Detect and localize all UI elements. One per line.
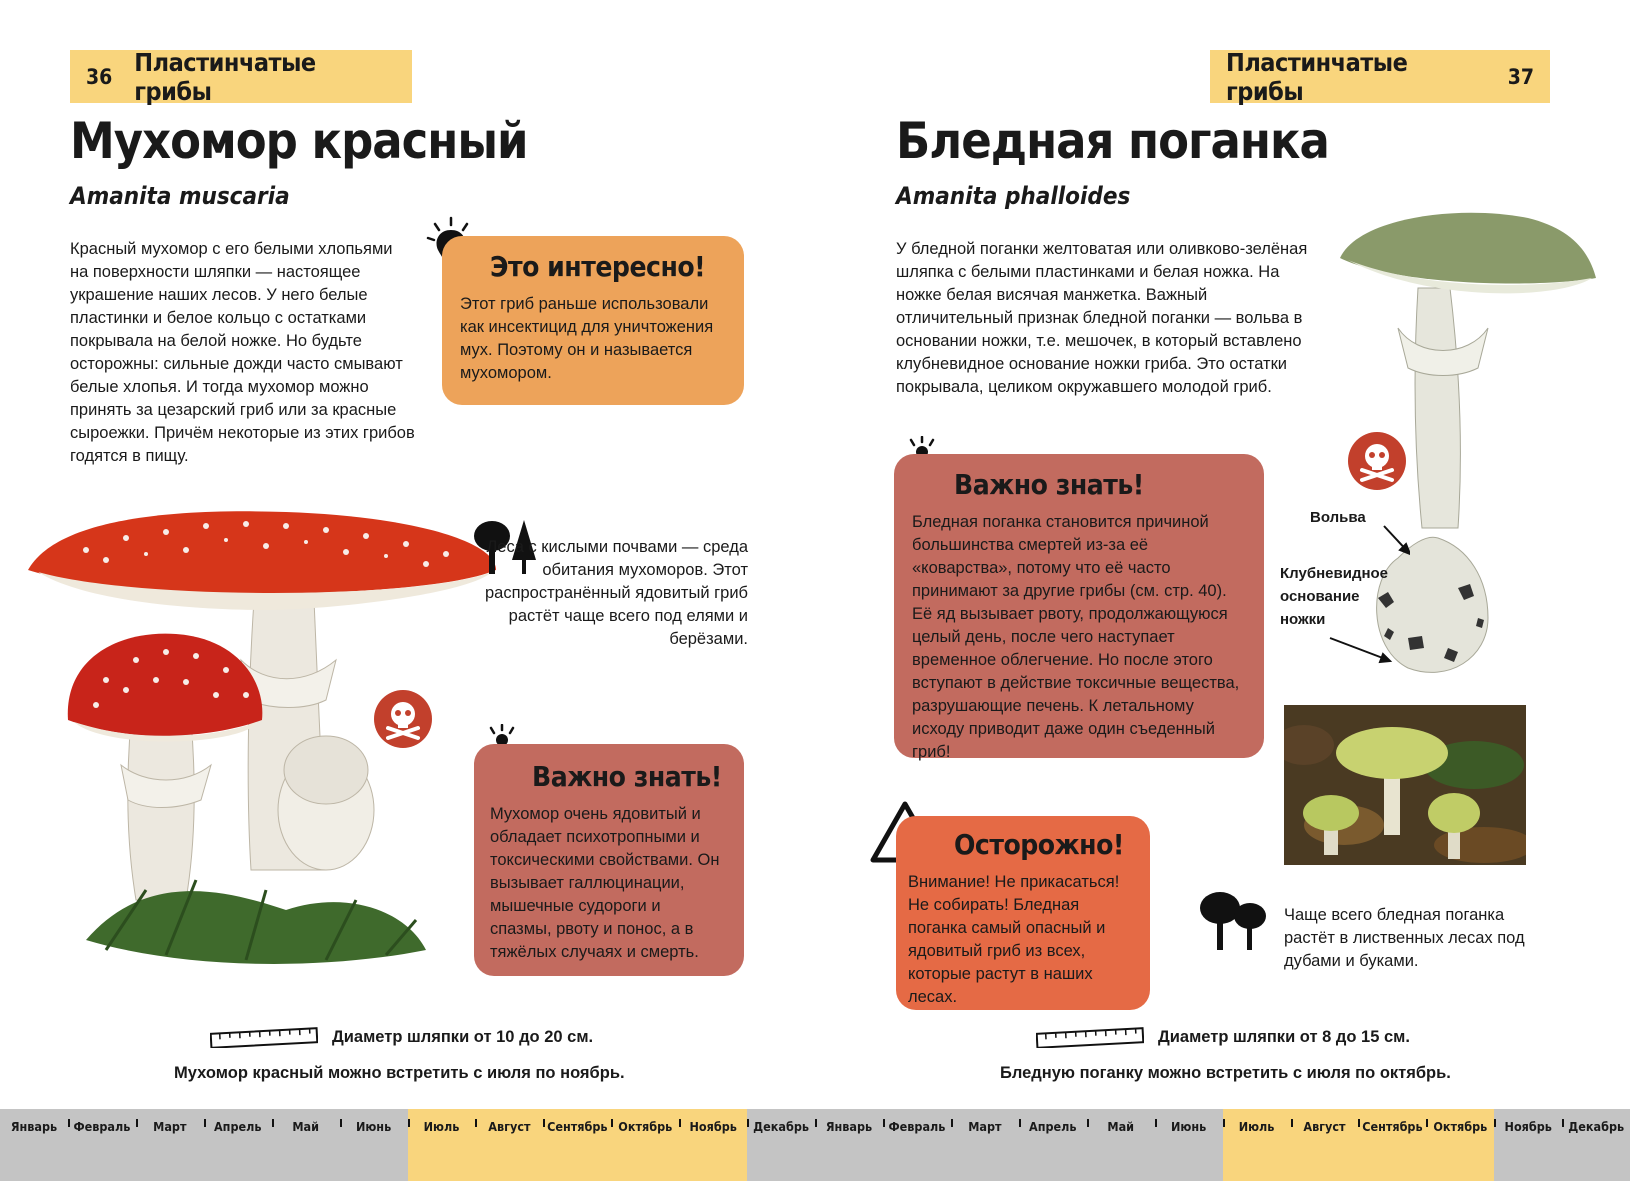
left-important-box [474,744,744,976]
caution-box [896,816,1150,1010]
month-right-1: Январь [815,1109,883,1181]
right-important-title: Важно знать! [954,468,1144,501]
left-title: Мухомор красный [70,112,528,170]
fly-agaric-illustration [26,510,506,980]
month-right-9: Сентябрь [1358,1109,1426,1181]
caution-title: Осторожно! [954,828,1124,861]
ruler-icon [210,1026,318,1048]
caution-text: Внимание! Не прикасаться! Не собирать! Бледная поганка самый опасный и ядовитый гриб из всех, которые растут в наших лесах. [908,873,1120,1006]
month-left-7: Июль [408,1109,476,1181]
left-intro-text: Красный мухомор с его белыми хлопьями на поверхности шляпки — настоящее украшение наших лесов. У него белые пластинки и белое кольцо с остатками покрывала на белой ножке. Но будьте осторожны: сильные дожди часто смывают белые хлопья. И тогда мухомор можно принять за цезарский гриб или за красные сыроежки. Причём некоторые из этих грибов годятся в пищу. [70,240,415,465]
ruler-icon [1036,1026,1144,1048]
month-right-2: Февраль [883,1109,951,1181]
month-right-11: Ноябрь [1494,1109,1562,1181]
month-right-5: Май [1087,1109,1155,1181]
right-season-text: Бледную поганку можно встретить с июля по октябрь. [1000,1064,1451,1082]
trees-icon [1198,890,1268,952]
month-left-5: Май [272,1109,340,1181]
right-important-box [894,454,1264,761]
interesting-box [442,236,744,405]
right-title: Бледная поганка [896,112,1329,170]
tuber-base-label: Клубневидное основание ножки [1280,565,1389,628]
left-diameter [210,1026,593,1048]
month-left-6: Июнь [340,1109,408,1181]
right-page-header [1210,47,1550,106]
pointer-arrows [1300,510,1410,670]
left-page-number: 36 [86,64,113,89]
month-right-7: Июль [1223,1109,1291,1181]
volva-label: Вольва [1310,509,1366,526]
interesting-title: Это интересно! [490,250,706,283]
right-diameter [1036,1026,1410,1048]
month-left-3: Март [136,1109,204,1181]
month-left-9: Сентябрь [543,1109,611,1181]
right-intro-text: У бледной поганки желтоватая или оливково-зелёная шляпка с белыми пластинками и белая ножка. На ножке белая висячая манжетка. Важный отличительный признак бледной поганки — вольва в основании ножки, т.е. мешочек, в который вставлено клубневидное основание ножки гриба. Это остатки покрывала, целиком окружавшего молодой гриб. [896,240,1308,396]
month-right-6: Июнь [1155,1109,1223,1181]
month-right-10: Октябрь [1426,1109,1494,1181]
left-latin-name: Amanita muscaria [70,182,290,210]
month-calendar-strip [0,1109,1630,1181]
right-page-number: 37 [1507,64,1534,89]
month-left-12: Декабрь [747,1109,815,1181]
left-season-text: Мухомор красный можно встретить с июля по ноябрь. [174,1064,625,1082]
month-right-4: Апрель [1019,1109,1087,1181]
skull-icon [1348,432,1406,490]
right-important-text: Бледная поганка становится причиной большинства смертей из-за её «коварства», потому что её часто принимают за другие грибы (см. стр. 40). Её яд вызывает рвоту, продолжающуюся целый день, после чего наступает временное облегчение. Но после этого вступают в действие токсичные вещества, разрушающие печень. К летальному исходу приводит даже один съеденный гриб! [912,513,1240,761]
month-left-1: Январь [0,1109,68,1181]
left-important-title: Важно знать! [532,760,722,793]
month-left-10: Октябрь [611,1109,679,1181]
month-right-12: Декабрь [1562,1109,1630,1181]
month-right-3: Март [951,1109,1019,1181]
left-habitat-text: Леса с кислыми почвами — среда обитания мухоморов. Этот распространённый ядовитый гриб растёт чаще всего под елями и берёзами. [484,538,748,648]
month-left-8: Август [475,1109,543,1181]
right-section-title: Пластинчатые грибы [1226,47,1408,106]
interesting-text: Этот гриб раньше использовали как инсектицид для уничтожения мух. Поэтому он и называется мухомором. [460,295,714,382]
left-diameter-text: Диаметр шляпки от 10 до 20 см. [332,1027,594,1046]
right-habitat-text: Чаще всего бледная поганка растёт в лиственных лесах под дубами и буками. [1284,906,1525,970]
month-left-2: Февраль [68,1109,136,1181]
left-section-title: Пластинчатые грибы [134,47,316,106]
skull-icon [374,690,432,748]
month-right-8: Август [1291,1109,1359,1181]
left-important-text: Мухомор очень ядовитый и обладает психотропными и токсическими свойствами. Он вызывает галлюцинации, мышечные судороги и спазмы, рвоту и понос, а в тяжёлых случаях и смерть. [490,805,720,961]
right-diameter-text: Диаметр шляпки от 8 до 15 см. [1158,1027,1410,1046]
right-latin-name: Amanita phalloides [896,182,1131,210]
death-cap-photo [1284,705,1526,865]
month-left-11: Ноябрь [679,1109,747,1181]
left-page-header [70,47,412,106]
month-left-4: Апрель [204,1109,272,1181]
